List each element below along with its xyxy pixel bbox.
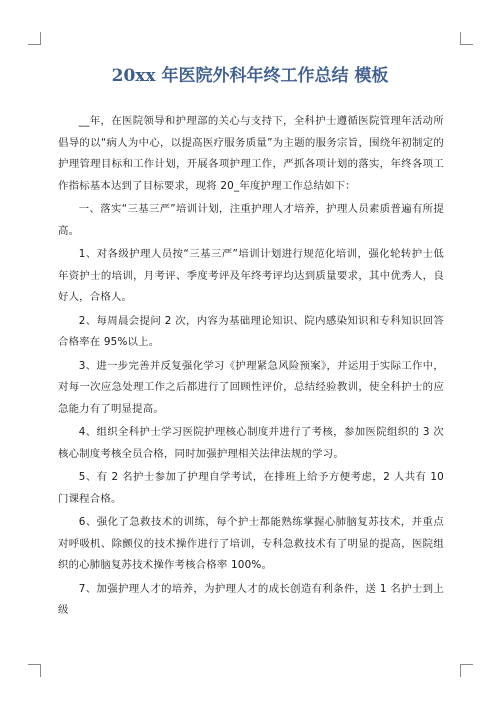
paragraph-intro: __年，在医院领导和护理部的关心与支持下，全科护士遵循医院管理年活动所倡导的以“病人为中心，以提高医疗服务质量”为主题的服务宗旨，围绕年初制定的护理管理目标和工作计划，开展各项护理工作，严抓各项计划的落实，年终各项工作指标基本达到了目标要求，现将 20_年度护理工作总结如下：	[58, 115, 444, 192]
paragraph-section-1-heading: 一、落实“三基三严”培训计划，注重护理人才培养，护理人员素质普遍有所提高。	[58, 203, 444, 237]
document-title: 20xx 年医院外科年终工作总结 模板	[111, 66, 389, 86]
document-body	[58, 111, 444, 624]
crop-mark-top-right	[460, 32, 473, 45]
crop-mark-bottom-right	[460, 664, 473, 677]
paragraph-item-2: 2、每周晨会提问 2 次，内容为基础理论知识、院内感染知识和专科知识回答合格率在 95%以上。	[58, 314, 444, 348]
paragraph-item-7: 7、加强护理人才的培养，为护理人才的成长创造有利条件，送 1 名护士到上级	[58, 582, 444, 616]
paragraph-item-1: 1、对各级护理人员按“三基三严”培训计划进行规范化培训，强化轮转护士低年资护士的培训，月考评、季度考评及年终考评均达到质量要求，其中优秀人，良好人，合格人。	[58, 248, 444, 303]
paragraph-item-6: 6、强化了急救技术的训练，每个护士都能熟练掌握心肺脑复苏技术，并重点对呼吸机、除颤仪的技术操作进行了培训，专科急救技术有了明显的提高，医院组织的心肺脑复苏技术操作考核合格率 100%。	[58, 516, 444, 571]
crop-mark-top-left	[28, 32, 41, 45]
paragraph-item-3: 3、进一步完善并反复强化学习《护理紧急风险预案》，并运用于实际工作中，对每一次应急处理工作之后都进行了回顾性评价，总结经验教训，使全科护士的应急能力有了明显提高。	[58, 359, 444, 415]
paragraph-item-5: 5、有 2 名护士参加了护理自学考试，在排班上给予方便考虑，2 人共有 10 门课程合格。	[58, 471, 444, 505]
paragraph-item-4: 4、组织全科护士学习医院护理核心制度并进行了考核，参加医院组织的 3 次核心制度考核全员合格，同时加强护理相关法律法规的学习。	[58, 426, 444, 460]
crop-mark-bottom-left	[28, 664, 41, 677]
